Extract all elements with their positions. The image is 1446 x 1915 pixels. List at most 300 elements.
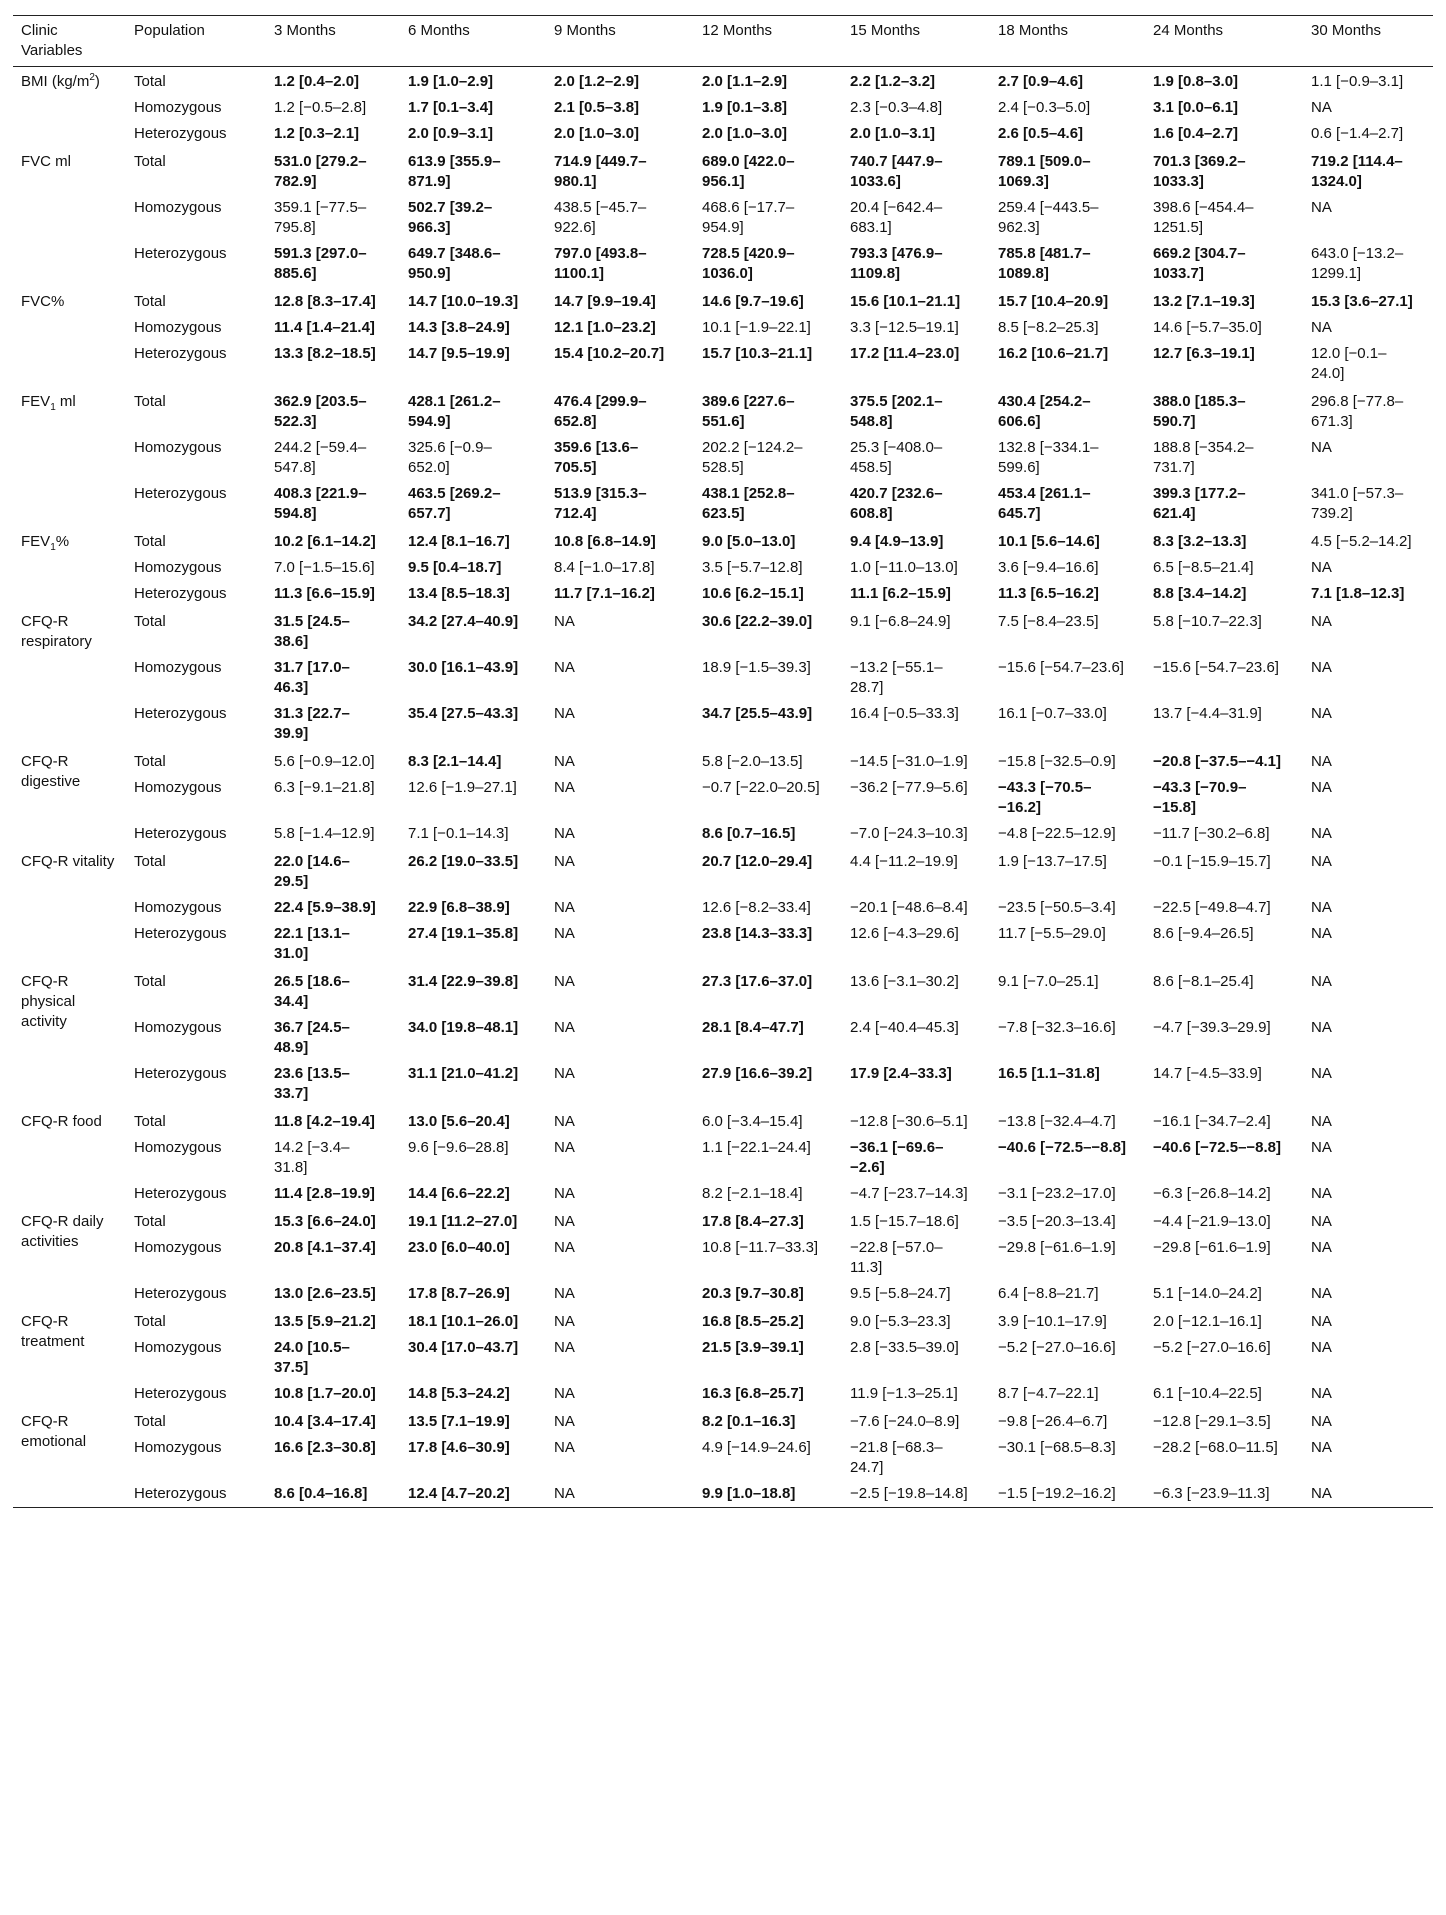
value-cell: 17.2 [11.4–23.0] xyxy=(850,345,960,362)
population-cell: Total xyxy=(134,293,166,310)
table-row xyxy=(13,821,1433,847)
value-cell: NA xyxy=(554,1139,575,1156)
population-cell: Heterozygous xyxy=(134,925,227,942)
value-cell: 30.6 [22.2–39.0] xyxy=(702,613,813,630)
value-cell: 8.3 [3.2–13.3] xyxy=(1153,533,1247,550)
header-24-months: 24 Months xyxy=(1153,22,1224,39)
value-cell: 3.6 [−9.4–16.6] xyxy=(998,559,1099,576)
value-cell: 13.4 [8.5–18.3] xyxy=(408,585,510,602)
value-cell: −4.4 [−21.9–13.0] xyxy=(1153,1213,1271,1230)
value-cell: 14.3 [3.8–24.9] xyxy=(408,319,510,336)
value-cell: 2.0 [1.0–3.0] xyxy=(554,125,640,142)
value-cell: NA xyxy=(1311,613,1332,630)
value-cell: NA xyxy=(1311,1113,1332,1130)
population-cell: Heterozygous xyxy=(134,1385,227,1402)
value-cell: NA xyxy=(554,899,575,916)
value-cell: NA xyxy=(1311,439,1332,456)
population-cell: Homozygous xyxy=(134,1139,222,1156)
value-cell: 399.3 [177.2–621.4] xyxy=(1153,485,1246,522)
value-cell: 9.9 [1.0–18.8] xyxy=(702,1485,796,1502)
value-cell: NA xyxy=(554,1113,575,1130)
value-cell: 5.8 [−10.7–22.3] xyxy=(1153,613,1262,630)
value-cell: 14.7 [10.0–19.3] xyxy=(408,293,519,310)
clinic-variable-cell: CFQ-R vitality xyxy=(21,853,115,870)
table-row xyxy=(13,1481,1433,1508)
value-cell: 14.6 [9.7–19.6] xyxy=(702,293,804,310)
value-cell: 10.1 [−1.9–22.1] xyxy=(702,319,811,336)
clinic-variable-cell: CFQ-R physical activity xyxy=(21,973,76,1030)
value-cell: 9.0 [−5.3–23.3] xyxy=(850,1313,951,1330)
population-cell: Homozygous xyxy=(134,559,222,576)
population-cell: Homozygous xyxy=(134,1439,222,1456)
header-18-months: 18 Months xyxy=(998,22,1069,39)
value-cell: NA xyxy=(1311,899,1332,916)
value-cell: 2.2 [1.2–3.2] xyxy=(850,73,936,90)
header-6-months: 6 Months xyxy=(408,22,470,39)
value-cell: NA xyxy=(554,1439,575,1456)
value-cell: 740.7 [447.9–1033.6] xyxy=(850,153,943,190)
population-cell: Heterozygous xyxy=(134,345,227,362)
value-cell: 13.5 [5.9–21.2] xyxy=(274,1313,376,1330)
value-cell: −43.3 [−70.5–−16.2] xyxy=(998,779,1092,816)
value-cell: 13.3 [8.2–18.5] xyxy=(274,345,376,362)
value-cell: 12.6 [−1.9–27.1] xyxy=(408,779,517,796)
value-cell: 9.1 [−6.8–24.9] xyxy=(850,613,951,630)
value-cell: −12.8 [−30.6–5.1] xyxy=(850,1113,968,1130)
value-cell: 468.6 [−17.7–954.9] xyxy=(702,199,795,236)
value-cell: NA xyxy=(554,1185,575,1202)
value-cell: −20.1 [−48.6–8.4] xyxy=(850,899,968,916)
value-cell: −23.5 [−50.5–3.4] xyxy=(998,899,1116,916)
value-cell: 1.0 [−11.0–13.0] xyxy=(850,559,958,576)
value-cell: 7.0 [−1.5–15.6] xyxy=(274,559,375,576)
value-cell: 17.9 [2.4–33.3] xyxy=(850,1065,952,1082)
table-row xyxy=(13,1107,1433,1135)
value-cell: 10.1 [5.6–14.6] xyxy=(998,533,1100,550)
value-cell: −6.3 [−26.8–14.2] xyxy=(1153,1185,1271,1202)
population-cell: Total xyxy=(134,853,166,870)
population-cell: Total xyxy=(134,73,166,90)
value-cell: −15.6 [−54.7–23.6] xyxy=(998,659,1124,676)
population-cell: Heterozygous xyxy=(134,1485,227,1502)
value-cell: NA xyxy=(1311,753,1332,770)
population-cell: Homozygous xyxy=(134,199,222,216)
value-cell: 34.0 [19.8–48.1] xyxy=(408,1019,519,1036)
table-row xyxy=(13,921,1433,967)
value-cell: 9.4 [4.9–13.9] xyxy=(850,533,944,550)
value-cell: 453.4 [261.1–645.7] xyxy=(998,485,1091,522)
value-cell: 31.4 [22.9–39.8] xyxy=(408,973,519,990)
population-cell: Homozygous xyxy=(134,1019,222,1036)
value-cell: 3.9 [−10.1–17.9] xyxy=(998,1313,1107,1330)
value-cell: 389.6 [227.6–551.6] xyxy=(702,393,795,430)
table-row xyxy=(13,481,1433,527)
table-row xyxy=(13,1061,1433,1107)
value-cell: 27.9 [16.6–39.2] xyxy=(702,1065,813,1082)
table-row xyxy=(13,701,1433,747)
value-cell: 11.1 [6.2–15.9] xyxy=(850,585,951,602)
value-cell: 34.2 [27.4–40.9] xyxy=(408,613,519,630)
population-cell: Homozygous xyxy=(134,779,222,796)
table-row xyxy=(13,527,1433,555)
header-3-months: 3 Months xyxy=(274,22,336,39)
value-cell: 643.0 [−13.2–1299.1] xyxy=(1311,245,1404,282)
value-cell: 13.0 [5.6–20.4] xyxy=(408,1113,510,1130)
clinic-variable-cell: CFQ-R digestive xyxy=(21,753,81,790)
value-cell: 1.9 [0.1–3.8] xyxy=(702,99,788,116)
value-cell: 30.0 [16.1–43.9] xyxy=(408,659,519,676)
population-cell: Heterozygous xyxy=(134,585,227,602)
population-cell: Heterozygous xyxy=(134,705,227,722)
value-cell: 6.1 [−10.4–22.5] xyxy=(1153,1385,1262,1402)
value-cell: 14.4 [6.6–22.2] xyxy=(408,1185,510,1202)
table-row xyxy=(13,95,1433,121)
value-cell: 35.4 [27.5–43.3] xyxy=(408,705,519,722)
value-cell: 11.9 [−1.3–25.1] xyxy=(850,1385,958,1402)
table-row xyxy=(13,147,1433,195)
value-cell: 785.8 [481.7–1089.8] xyxy=(998,245,1091,282)
value-cell: −13.2 [−55.1–28.7] xyxy=(850,659,943,696)
value-cell: 16.3 [6.8–25.7] xyxy=(702,1385,804,1402)
value-cell: 4.9 [−14.9–24.6] xyxy=(702,1439,811,1456)
value-cell: 2.6 [0.5–4.6] xyxy=(998,125,1084,142)
value-cell: 362.9 [203.5–522.3] xyxy=(274,393,367,430)
value-cell: 20.8 [4.1–37.4] xyxy=(274,1239,376,1256)
value-cell: −40.6 [−72.5–−8.8] xyxy=(998,1139,1127,1156)
value-cell: 16.2 [10.6–21.7] xyxy=(998,345,1109,362)
value-cell: 428.1 [261.2–594.9] xyxy=(408,393,501,430)
value-cell: NA xyxy=(1311,1065,1332,1082)
value-cell: 10.4 [3.4–17.4] xyxy=(274,1413,376,1430)
value-cell: −29.8 [−61.6–1.9] xyxy=(998,1239,1116,1256)
value-cell: 6.4 [−8.8–21.7] xyxy=(998,1285,1099,1302)
value-cell: 430.4 [254.2–606.6] xyxy=(998,393,1091,430)
clinic-variable-cell: CFQ-R emotional xyxy=(21,1413,87,1450)
value-cell: 27.4 [19.1–35.8] xyxy=(408,925,519,942)
value-cell: NA xyxy=(554,1019,575,1036)
value-cell: 5.8 [−1.4–12.9] xyxy=(274,825,375,842)
value-cell: NA xyxy=(1311,1439,1332,1456)
value-cell: 16.1 [−0.7–33.0] xyxy=(998,705,1107,722)
clinic-variable-cell: BMI $(kg/m^2)$ xyxy=(21,72,100,90)
table-row xyxy=(13,1407,1433,1435)
value-cell: −13.8 [−32.4–4.7] xyxy=(998,1113,1116,1130)
value-cell: 669.2 [304.7–1033.7] xyxy=(1153,245,1246,282)
value-cell: −6.3 [−23.9–11.3] xyxy=(1153,1485,1270,1502)
value-cell: NA xyxy=(1311,99,1332,116)
value-cell: 12.0 [−0.1–24.0] xyxy=(1311,345,1387,382)
value-cell: 3.3 [−12.5–19.1] xyxy=(850,319,959,336)
value-cell: 12.8 [8.3–17.4] xyxy=(274,293,376,310)
value-cell: 5.1 [−14.0–24.2] xyxy=(1153,1285,1262,1302)
value-cell: 591.3 [297.0–885.6] xyxy=(274,245,367,282)
table-row xyxy=(13,1015,1433,1061)
value-cell: 11.3 [6.6–15.9] xyxy=(274,585,375,602)
value-cell: NA xyxy=(1311,1385,1332,1402)
table-row xyxy=(13,341,1433,387)
value-cell: 11.7 [7.1–16.2] xyxy=(554,585,655,602)
value-cell: NA xyxy=(554,1339,575,1356)
value-cell: 9.0 [5.0–13.0] xyxy=(702,533,796,550)
value-cell: 14.7 [9.5–19.9] xyxy=(408,345,510,362)
value-cell: 10.8 [−11.7–33.3] xyxy=(702,1239,819,1256)
value-cell: 244.2 [−59.4–547.8] xyxy=(274,439,367,476)
value-cell: 14.8 [5.3–24.2] xyxy=(408,1385,510,1402)
value-cell: 17.8 [8.4–27.3] xyxy=(702,1213,804,1230)
value-cell: −43.3 [−70.9–−15.8] xyxy=(1153,779,1247,816)
value-cell: 132.8 [−334.1–599.6] xyxy=(998,439,1099,476)
table-row xyxy=(13,655,1433,701)
value-cell: 793.3 [476.9–1109.8] xyxy=(850,245,943,282)
value-cell: 8.5 [−8.2–25.3] xyxy=(998,319,1099,336)
value-cell: 26.2 [19.0–33.5] xyxy=(408,853,519,870)
value-cell: 1.1 [−0.9–3.1] xyxy=(1311,73,1404,90)
value-cell: 8.6 [0.7–16.5] xyxy=(702,825,796,842)
value-cell: −3.1 [−23.2–17.0] xyxy=(998,1185,1116,1202)
value-cell: −11.7 [−30.2–6.8] xyxy=(1153,825,1270,842)
population-cell: Total xyxy=(134,1113,166,1130)
value-cell: 15.7 [10.3–21.1] xyxy=(702,345,813,362)
header-9-months: 9 Months xyxy=(554,22,616,39)
table-row xyxy=(13,895,1433,921)
population-cell: Homozygous xyxy=(134,659,222,676)
population-cell: Homozygous xyxy=(134,1239,222,1256)
population-cell: Heterozygous xyxy=(134,485,227,502)
value-cell: 7.1 [1.8–12.3] xyxy=(1311,585,1405,602)
population-cell: Total xyxy=(134,1213,166,1230)
value-cell: 30.4 [17.0–43.7] xyxy=(408,1339,519,1356)
value-cell: 1.9 [0.8–3.0] xyxy=(1153,73,1239,90)
value-cell: −16.1 [−34.7–2.4] xyxy=(1153,1113,1271,1130)
value-cell: 16.8 [8.5–25.2] xyxy=(702,1313,804,1330)
value-cell: 12.4 [8.1–16.7] xyxy=(408,533,510,550)
header-population: Population xyxy=(134,22,205,39)
population-cell: Total xyxy=(134,1313,166,1330)
value-cell: NA xyxy=(1311,1139,1332,1156)
table-row xyxy=(13,1435,1433,1481)
value-cell: NA xyxy=(554,1313,575,1330)
value-cell: 10.8 [6.8–14.9] xyxy=(554,533,656,550)
value-cell: −4.7 [−39.3–29.9] xyxy=(1153,1019,1271,1036)
population-cell: Heterozygous xyxy=(134,825,227,842)
value-cell: −0.7 [−22.0–20.5] xyxy=(702,779,820,796)
value-cell: 8.8 [3.4–14.2] xyxy=(1153,585,1247,602)
value-cell: NA xyxy=(554,1285,575,1302)
value-cell: 531.0 [279.2–782.9] xyxy=(274,153,367,190)
value-cell: 4.5 [−5.2–14.2] xyxy=(1311,533,1412,550)
value-cell: 719.2 [114.4–1324.0] xyxy=(1311,153,1403,190)
value-cell: NA xyxy=(554,853,575,870)
value-cell: 5.6 [−0.9–12.0] xyxy=(274,753,375,770)
value-cell: 10.6 [6.2–15.1] xyxy=(702,585,804,602)
table-row xyxy=(13,67,1433,96)
value-cell: 19.1 [11.2–27.0] xyxy=(408,1213,518,1230)
value-cell: NA xyxy=(1311,319,1332,336)
value-cell: 2.0 [1.0–3.1] xyxy=(850,125,936,142)
value-cell: 13.5 [7.1–19.9] xyxy=(408,1413,510,1430)
population-cell: Total xyxy=(134,613,166,630)
value-cell: 9.1 [−7.0–25.1] xyxy=(998,973,1099,990)
value-cell: 463.5 [269.2–657.7] xyxy=(408,485,501,522)
value-cell: −20.8 [−37.5–−4.1] xyxy=(1153,753,1282,770)
value-cell: NA xyxy=(554,753,575,770)
table-row xyxy=(13,387,1433,435)
value-cell: −30.1 [−68.5–8.3] xyxy=(998,1439,1116,1456)
clinic-variable-cell: FVC ml xyxy=(21,153,71,170)
value-cell: NA xyxy=(554,925,575,942)
value-cell: 513.9 [315.3–712.4] xyxy=(554,485,647,522)
value-cell: 438.1 [252.8–623.5] xyxy=(702,485,795,522)
value-cell: −7.0 [−24.3–10.3] xyxy=(850,825,968,842)
table-row xyxy=(13,1381,1433,1407)
header-clinic-variables: Clinic Variables xyxy=(21,22,83,59)
value-cell: −21.8 [−68.3–24.7] xyxy=(850,1439,943,1476)
value-cell: 649.7 [348.6–950.9] xyxy=(408,245,501,282)
value-cell: 31.3 [22.7–39.9] xyxy=(274,705,350,742)
value-cell: NA xyxy=(554,1065,575,1082)
value-cell: NA xyxy=(554,659,575,676)
value-cell: NA xyxy=(1311,1413,1332,1430)
population-cell: Total xyxy=(134,393,166,410)
population-cell: Heterozygous xyxy=(134,245,227,262)
table-row xyxy=(13,581,1433,607)
value-cell: 9.5 [0.4–18.7] xyxy=(408,559,502,576)
table-row xyxy=(13,555,1433,581)
value-cell: −0.1 [−15.9–15.7] xyxy=(1153,853,1271,870)
population-cell: Homozygous xyxy=(134,1339,222,1356)
value-cell: NA xyxy=(554,613,575,630)
value-cell: 22.1 [13.1–31.0] xyxy=(274,925,350,962)
population-cell: Heterozygous xyxy=(134,125,227,142)
value-cell: 728.5 [420.9–1036.0] xyxy=(702,245,795,282)
value-cell: 1.2 [0.4–2.0] xyxy=(274,73,360,90)
value-cell: NA xyxy=(1311,825,1332,842)
population-cell: Heterozygous xyxy=(134,1185,227,1202)
value-cell: −12.8 [−29.1–3.5] xyxy=(1153,1413,1271,1430)
value-cell: −4.7 [−23.7–14.3] xyxy=(850,1185,968,1202)
clinic-variable-cell: CFQ-R respiratory xyxy=(21,613,92,650)
value-cell: 25.3 [−408.0–458.5] xyxy=(850,439,943,476)
value-cell: 3.5 [−5.7–12.8] xyxy=(702,559,803,576)
value-cell: NA xyxy=(1311,779,1332,796)
value-cell: 420.7 [232.6–608.8] xyxy=(850,485,943,522)
value-cell: NA xyxy=(554,1385,575,1402)
table-row xyxy=(13,967,1433,1015)
value-cell: NA xyxy=(1311,705,1332,722)
value-cell: 27.3 [17.6–37.0] xyxy=(702,973,813,990)
value-cell: 6.3 [−9.1–21.8] xyxy=(274,779,375,796)
value-cell: 1.9 [−13.7–17.5] xyxy=(998,853,1107,870)
value-cell: NA xyxy=(554,1413,575,1430)
value-cell: 613.9 [355.9–871.9] xyxy=(408,153,501,190)
value-cell: 23.8 [14.3–33.3] xyxy=(702,925,813,942)
value-cell: 714.9 [449.7–980.1] xyxy=(554,153,647,190)
value-cell: 8.7 [−4.7–22.1] xyxy=(998,1385,1099,1402)
value-cell: 12.7 [6.3–19.1] xyxy=(1153,345,1255,362)
value-cell: 15.3 [6.6–24.0] xyxy=(274,1213,376,1230)
value-cell: 689.0 [422.0–956.1] xyxy=(702,153,795,190)
value-cell: 2.0 [1.1–2.9] xyxy=(702,73,788,90)
value-cell: 1.7 [0.1–3.4] xyxy=(408,99,494,116)
header-30-months: 30 Months xyxy=(1311,22,1382,39)
value-cell: 0.6 [−1.4–2.7] xyxy=(1311,125,1404,142)
value-cell: NA xyxy=(1311,199,1332,216)
value-cell: NA xyxy=(554,705,575,722)
value-cell: 9.6 [−9.6–28.8] xyxy=(408,1139,509,1156)
value-cell: 20.4 [−642.4–683.1] xyxy=(850,199,943,236)
value-cell: NA xyxy=(1311,559,1332,576)
value-cell: 28.1 [8.4–47.7] xyxy=(702,1019,804,1036)
value-cell: 359.6 [13.6–705.5] xyxy=(554,439,639,476)
value-cell: 1.2 [0.3–2.1] xyxy=(274,125,360,142)
value-cell: 11.4 [1.4–21.4] xyxy=(274,319,375,336)
value-cell: −9.8 [−26.4–6.7] xyxy=(998,1413,1108,1430)
value-cell: 2.4 [−0.3–5.0] xyxy=(998,99,1091,116)
value-cell: 6.0 [−3.4–15.4] xyxy=(702,1113,803,1130)
value-cell: 22.0 [14.6–29.5] xyxy=(274,853,350,890)
value-cell: −15.8 [−32.5–0.9] xyxy=(998,753,1116,770)
value-cell: 13.6 [−3.1–30.2] xyxy=(850,973,959,990)
value-cell: NA xyxy=(1311,1339,1332,1356)
value-cell: −36.2 [−77.9–5.6] xyxy=(850,779,968,796)
table-row xyxy=(13,847,1433,895)
value-cell: 2.0 [1.2–2.9] xyxy=(554,73,640,90)
population-cell: Total xyxy=(134,533,166,550)
table-row xyxy=(13,195,1433,241)
value-cell: 1.6 [0.4–2.7] xyxy=(1153,125,1239,142)
table-row xyxy=(13,607,1433,655)
value-cell: 1.2 [−0.5–2.8] xyxy=(274,99,367,116)
value-cell: NA xyxy=(554,779,575,796)
value-cell: 15.6 [10.1–21.1] xyxy=(850,293,961,310)
value-cell: NA xyxy=(554,1239,575,1256)
table-row xyxy=(13,1281,1433,1307)
value-cell: 8.3 [2.1–14.4] xyxy=(408,753,502,770)
value-cell: NA xyxy=(1311,1213,1332,1230)
value-cell: 341.0 [−57.3–739.2] xyxy=(1311,485,1404,522)
value-cell: −5.2 [−27.0–16.6] xyxy=(1153,1339,1271,1356)
value-cell: 8.6 [−8.1–25.4] xyxy=(1153,973,1254,990)
value-cell: −15.6 [−54.7–23.6] xyxy=(1153,659,1279,676)
value-cell: 408.3 [221.9–594.8] xyxy=(274,485,367,522)
value-cell: NA xyxy=(1311,1313,1332,1330)
clinic-variable-cell: FVC% xyxy=(21,293,65,310)
results-table xyxy=(13,15,1433,1508)
value-cell: 14.7 [9.9–19.4] xyxy=(554,293,656,310)
value-cell: −1.5 [−19.2–16.2] xyxy=(998,1485,1116,1502)
table-body xyxy=(13,67,1433,1508)
value-cell: 14.7 [−4.5–33.9] xyxy=(1153,1065,1262,1082)
value-cell: 31.7 [17.0–46.3] xyxy=(274,659,350,696)
value-cell: 34.7 [25.5–43.9] xyxy=(702,705,813,722)
table-row xyxy=(13,1307,1433,1335)
value-cell: −14.5 [−31.0–1.9] xyxy=(850,753,968,770)
value-cell: 8.6 [0.4–16.8] xyxy=(274,1485,368,1502)
header-row xyxy=(13,16,1433,67)
header-12-months: 12 Months xyxy=(702,22,773,39)
value-cell: 7.5 [−8.4–23.5] xyxy=(998,613,1099,630)
value-cell: 325.6 [−0.9–652.0] xyxy=(408,439,492,476)
value-cell: NA xyxy=(1311,973,1332,990)
value-cell: 10.2 [6.1–14.2] xyxy=(274,533,376,550)
value-cell: −5.2 [−27.0–16.6] xyxy=(998,1339,1116,1356)
value-cell: 11.3 [6.5–16.2] xyxy=(998,585,1099,602)
value-cell: 13.7 [−4.4–31.9] xyxy=(1153,705,1262,722)
value-cell: 1.9 [1.0–2.9] xyxy=(408,73,494,90)
value-cell: NA xyxy=(1311,1485,1332,1502)
value-cell: NA xyxy=(1311,1239,1332,1256)
value-cell: 15.4 [10.2–20.7] xyxy=(554,345,665,362)
